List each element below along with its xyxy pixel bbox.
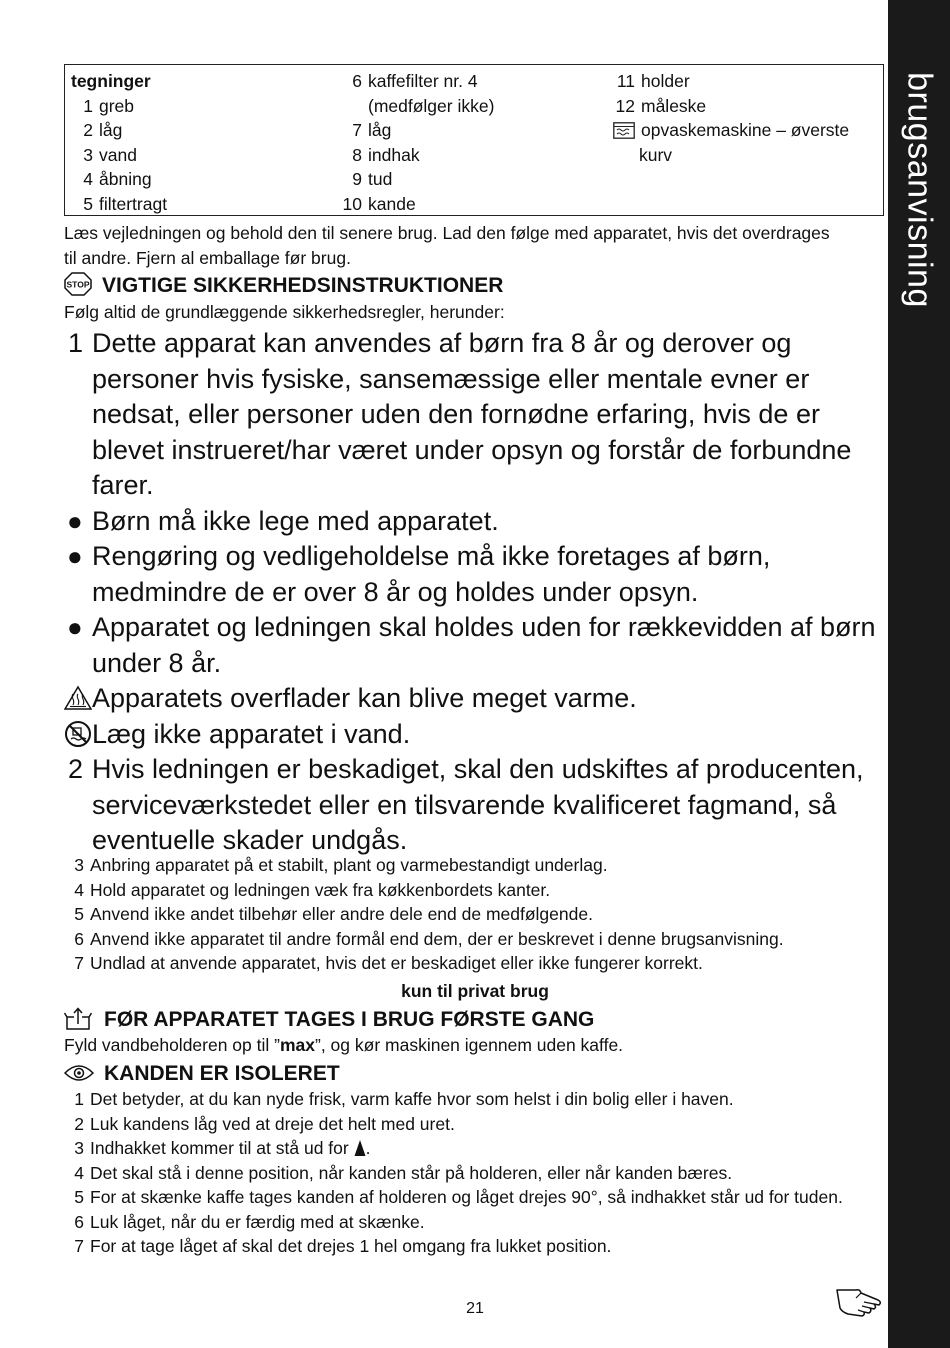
part-item: 10 kande	[342, 193, 416, 214]
intro-text: Læs vejledningen og behold den til senere brug. Lad den følge med apparatet, hvis det overdrages til andre. Fjern al emballage før brug.	[64, 223, 830, 268]
item-number: 2	[68, 754, 84, 784]
part-item: 6 kaffefilter nr. 4	[352, 71, 478, 91]
list-item: 7 For at tage låget af skal det drejes 1 hel omgang fra lukket position.	[74, 1236, 612, 1256]
dishwasher-icon	[613, 121, 635, 138]
parts-column-2	[337, 69, 494, 216]
safety-bullet-item: ● Børn må ikke lege med apparatet.	[64, 504, 888, 540]
list-item: 7 Undlad at anvende apparatet, hvis det er beskadiget eller ikke fungerer korrekt.	[74, 953, 703, 973]
hot-surface-warning: Apparatets overflader kan blive meget varme.	[64, 681, 888, 717]
list-item: 4 Hold apparatet og ledningen væk fra køkkenbordets kanter.	[74, 879, 551, 900]
pointing-hand-icon	[834, 1278, 884, 1325]
list-item: 2 Luk kandens låg ved at dreje det helt med uret.	[74, 1113, 455, 1134]
safety-item: 2 Hvis ledningen er beskadiget, skal den udskiftes af producenten, serviceværkstedet eller en tilsvarende kvalificeret fagmand, så eventuelle skader undgås.	[68, 754, 864, 855]
hot-surface-icon	[64, 681, 92, 717]
page-number: 21	[466, 1300, 484, 1317]
eye-icon	[64, 1062, 94, 1090]
list-item: 4 Det skal stå i denne position, når kanden står på holderen, eller når kanden bæres.	[74, 1162, 733, 1183]
no-water-icon	[64, 717, 92, 753]
max-label: max	[279, 1035, 315, 1055]
stop-icon-text: STOP	[66, 279, 90, 290]
list-item: 3 Anbring apparatet på et stabilt, plant og varmebestandigt underlag.	[74, 855, 608, 875]
safety-item: 1 Dette apparat kan anvendes af børn fra 8 år og derover og personer hvis fysiske, sansemæssige eller mentale evner er nedsat, eller personer uden den fornødne erfaring, hvis de er blevet instrueret/har været under opsyn og forstår de forbundne farer.	[68, 328, 852, 500]
list-item: 1 Det betyder, at du kan nyde frisk, varm kaffe hvor som helst i din bolig eller i haven.	[74, 1089, 734, 1109]
part-item: 9 tud	[352, 169, 393, 189]
safety-heading-text: VIGTIGE SIKKERHEDSINSTRUKTIONER	[102, 274, 504, 297]
part-item: 8 indhak	[352, 144, 420, 165]
no-water-warning: Læg ikke apparatet i vand.	[64, 717, 888, 753]
notch-marker-icon	[354, 1138, 366, 1158]
part-item: 5 filtertragt	[83, 193, 168, 214]
list-item: 6 Luk låget, når du er færdig med at skænke.	[74, 1211, 425, 1232]
bullet: ●	[67, 505, 83, 536]
list-item: 6 Anvend ikke apparatet til andre formål end dem, der er beskrevet i denne brugsanvisning.	[74, 928, 784, 949]
jug-instructions	[64, 1087, 864, 1259]
first-use-text: Fyld vandbeholderen op til ”max”, og kør maskinen igennem uden kaffe.	[64, 1035, 624, 1055]
bullet: ●	[67, 612, 83, 642]
item-number: 1	[68, 328, 84, 358]
dishwasher-note-line2: kurv	[639, 144, 673, 165]
part-item: 3 vand	[83, 144, 137, 165]
parts-column-1	[71, 69, 167, 216]
parts-legend-box	[64, 64, 884, 216]
private-use-note: kun til privat brug	[401, 981, 549, 1001]
jug-heading	[64, 1060, 340, 1090]
part-item: 7 låg	[352, 120, 392, 140]
part-item: 1 greb	[83, 95, 135, 116]
list-item: 5 Anvend ikke andet tilbehør eller andre dele end de medfølgende.	[74, 904, 593, 924]
safety-subheading: Følg altid de grundlæggende sikkerhedsregler, herunder:	[64, 302, 505, 322]
safety-bullet-item: ● Apparatet og ledningen skal holdes uden for rækkevidden af børn under 8 år.	[67, 612, 876, 678]
list-item: 5 For at skænke kaffe tages kanden af holderen og låget drejes 90°, så indhakket står ud for tuden.	[74, 1187, 843, 1207]
safety-list-small	[64, 853, 884, 976]
side-title: brugsanvisning	[900, 72, 939, 308]
part-item-note: (medfølger ikke)	[368, 95, 495, 116]
safety-bullet-item: ● Rengøring og vedligeholdelse må ikke foretages af børn, medmindre de er over 8 år og holdes under opsyn.	[67, 541, 771, 607]
parts-column-3	[613, 69, 849, 167]
part-item: 12 måleske	[615, 95, 707, 116]
list-item: 3 Indhakket kommer til at stå ud for .	[74, 1138, 371, 1158]
part-item: 2 låg	[83, 120, 123, 140]
part-item: 11 holder	[616, 71, 690, 91]
parts-heading: tegninger	[71, 71, 151, 91]
bullet: ●	[67, 541, 83, 571]
part-item: 4 åbning	[83, 169, 152, 189]
important-safety-list	[64, 326, 888, 859]
dishwasher-note: opvaskemaskine – øverste	[613, 118, 849, 143]
jug-heading-text: KANDEN ER ISOLERET	[104, 1062, 340, 1085]
first-use-heading-text: FØR APPARATET TAGES I BRUG FØRSTE GANG	[104, 1008, 595, 1031]
